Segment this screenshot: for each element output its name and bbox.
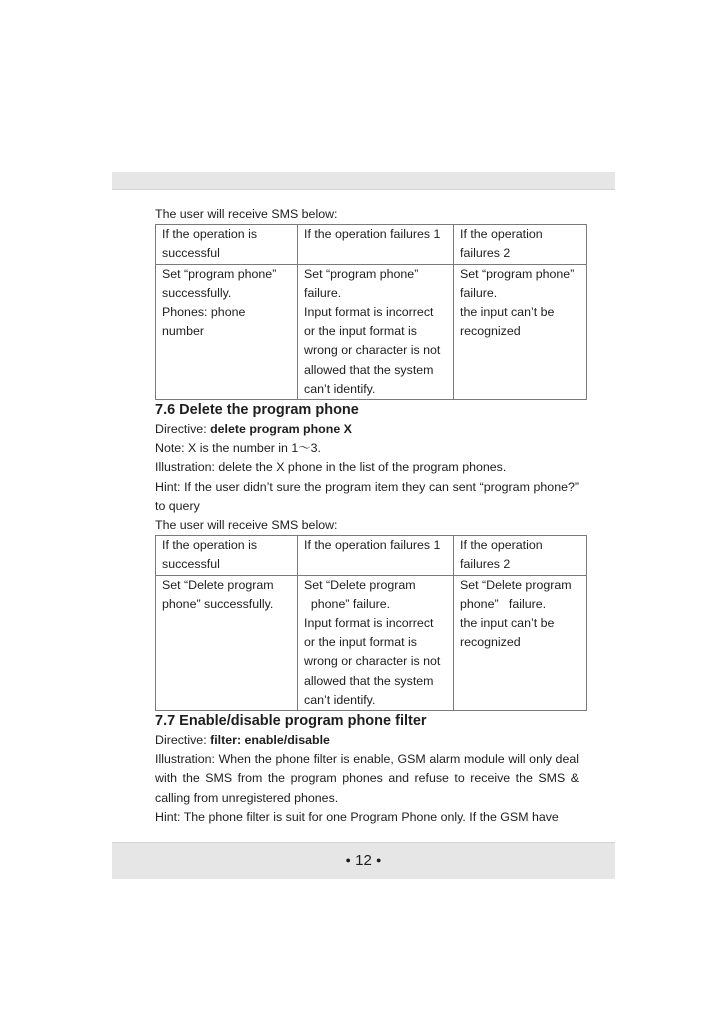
illustration-7-7: Illustration: When the phone filter is enable, GSM alarm module will only deal with the SMS from the program phones and refuse to receive the SMS & calling from unregistered phones. (155, 752, 579, 805)
sms-table-delete-phone (155, 535, 587, 711)
header-failure-1: If the operation failures 1 (298, 225, 454, 264)
header-failure-1: If the operation failures 1 (298, 536, 454, 575)
heading-7-6: 7.6 Delete the program phone (155, 402, 359, 419)
page-number: 12 (355, 852, 372, 869)
header-band (112, 172, 615, 190)
cell-failure-1: Set “program phone” failure. Input format is incorrect or the input format is wrong or character is not allowed that the system can’t identify. (298, 264, 454, 399)
table-header-row (156, 225, 587, 264)
heading-7-7: 7.7 Enable/disable program phone filter (155, 713, 427, 730)
directive-command: delete program phone X (210, 422, 352, 437)
directive-command: filter: enable/disable (210, 733, 330, 748)
cell-success: Set “Delete program phone” successfully. (156, 575, 298, 710)
bullet-icon: ● (376, 855, 382, 866)
bullet-icon: ● (345, 855, 351, 866)
cell-failure-1: Set “Delete program phone” failure. Input format is incorrect or the input format is wrong or character is not allowed that the system can’t identify. (298, 575, 454, 710)
sms-intro-top: The user will receive SMS below: (155, 207, 338, 221)
header-rule (112, 189, 615, 190)
table-header-row (156, 536, 587, 575)
header-success: If the operation is successful (156, 536, 298, 575)
table-row (156, 264, 587, 399)
directive-7-7: Directive: filter: enable/disable (155, 733, 330, 748)
directive-7-6: Directive: delete program phone X (155, 422, 352, 437)
cell-failure-2: Set “program phone” failure. the input can’t be recognized (454, 264, 587, 399)
page-content (155, 205, 579, 827)
sms-table-program-phone (155, 224, 587, 400)
footer-rule (112, 842, 615, 843)
hint-7-6: Hint: If the user didn’t sure the program item they can sent “program phone?” to query (155, 479, 579, 513)
page-footer (112, 851, 615, 871)
cell-failure-2: Set “Delete program phone” failure. the input can’t be recognized (454, 575, 587, 710)
note-7-6: Note: X is the number in 1～3. (155, 441, 321, 456)
cell-success: Set “program phone” successfully. Phones: phone number (156, 264, 298, 399)
header-failure-2: If the operation failures 2 (454, 536, 587, 575)
hint-7-7: Hint: The phone filter is suit for one Program Phone only. If the GSM have (155, 809, 559, 824)
sms-intro-7-6: The user will receive SMS below: (155, 518, 338, 533)
header-failure-2: If the operation failures 2 (454, 225, 587, 264)
table-row (156, 575, 587, 710)
header-success: If the operation is successful (156, 225, 298, 264)
illustration-7-6: Illustration: delete the X phone in the list of the program phones. (155, 460, 507, 475)
